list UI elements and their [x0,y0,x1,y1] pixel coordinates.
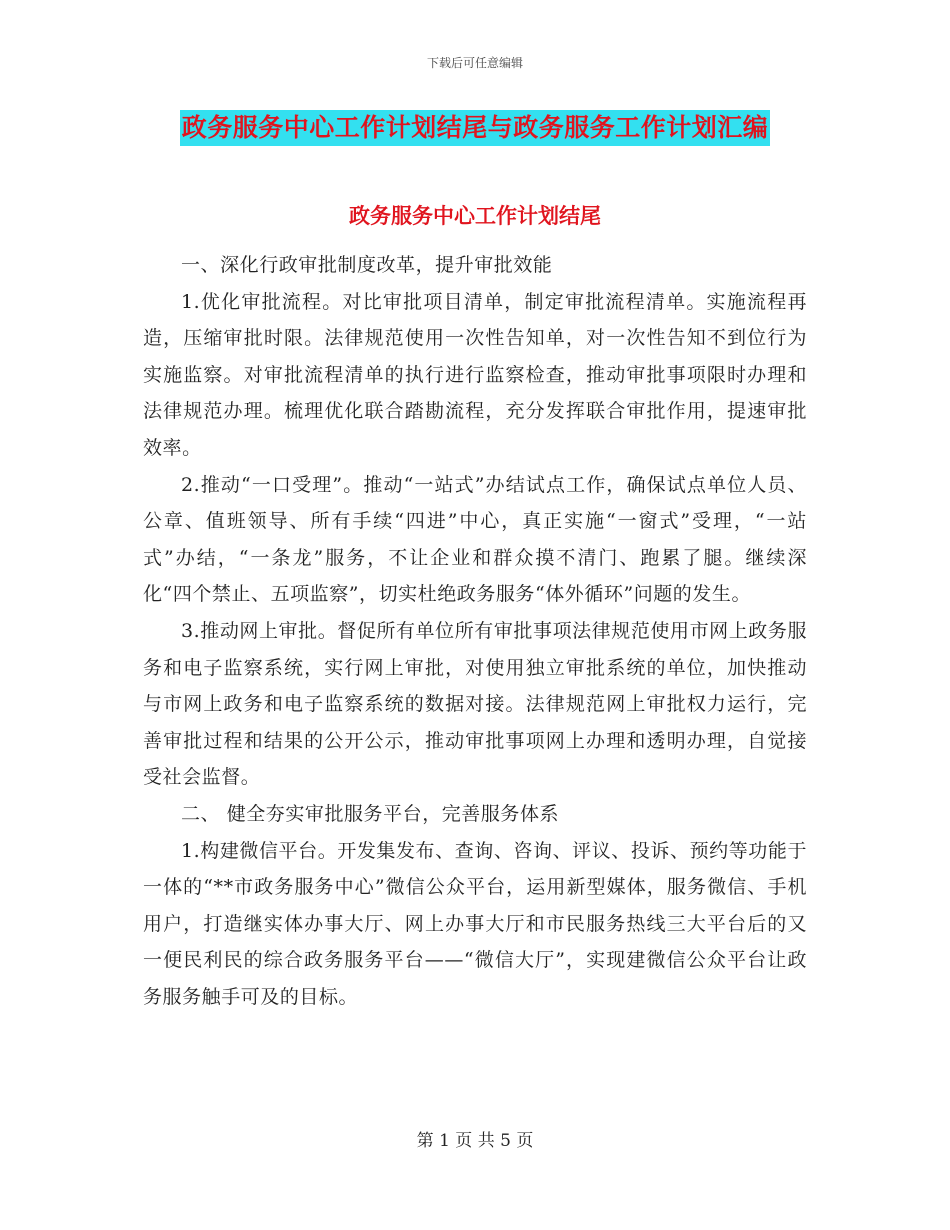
paragraph-one-window: 2.推动“一口受理”。推动“一站式”办结试点工作，确保试点单位人员、公章、值班领导、所有手续“四进”中心，真正实施“一窗式”受理，“一站式”办结，“一条龙”服务，不让企业和群众摸不清门、跑累了腿。继续深化“四个禁止、五项监察”，切实杜绝政务服务“体外循环”问题的发生。 [143,473,807,606]
paragraph-online-approval: 3.推动网上审批。督促所有单位所有审批事项法律规范使用市网上政务服务和电子监察系统，实行网上审批，对使用独立审批系统的单位，加快推动与市网上政务和电子监察系统的数据对接。法律规范网上审批权力运行，完善审批过程和结果的公开公示，推动审批事项网上办理和透明办理，自觉接受社会监督。 [143,619,807,789]
heading-part-two: 二、 健全夯实审批服务平台，完善服务体系 [181,802,560,825]
header-note: 下载后可任意编辑 [426,56,523,70]
document-body [143,247,807,1015]
paragraph-optimize-approval: 1.优化审批流程。对比审批项目清单，制定审批流程清单。实施流程再造，压缩审批时限。法律规范使用一次性告知单，对一次性告知不到位行为实施监察。对审批流程清单的执行进行监察检查，推动审批事项限时办理和法律规范办理。梳理优化联合踏勘流程，充分发挥联合审批作用，提速审批效率。 [143,290,807,459]
document-title: 政务服务中心工作计划结尾与政务服务工作计划汇编 [180,110,771,146]
title-banner [0,110,950,146]
paragraph-wechat-platform: 1.构建微信平台。开发集发布、查询、咨询、评议、投诉、预约等功能于一体的“**市政务服务中心”微信公众平台，运用新型媒体，服务微信、手机用户，打造继实体办事大厅、网上办事大厅和市民服务热线三大平台后的又一便民利民的综合政务服务平台——“微信大厅”，实现建微信公众平台让政务服务触手可及的目标。 [143,839,807,1008]
heading-part-one: 一、深化行政审批制度改革，提升审批效能 [181,254,553,276]
section-title: 政务服务中心工作计划结尾 [349,204,601,228]
page-number: 第 1 页 共 5 页 [416,1131,534,1151]
